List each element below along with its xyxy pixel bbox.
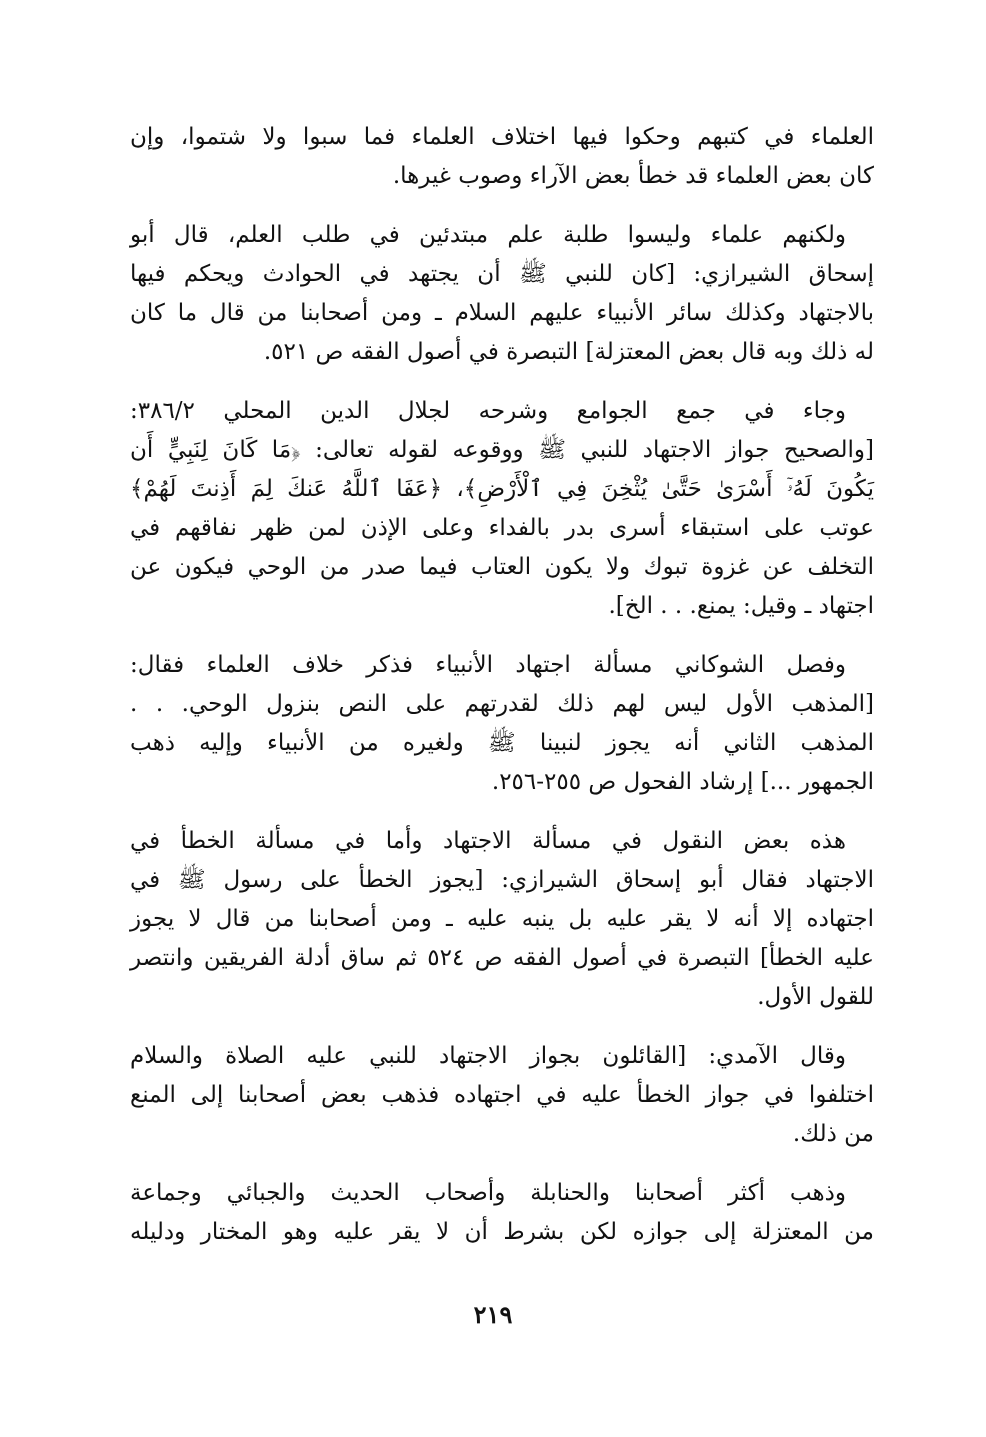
text-line: الاجتهاد فقال أبو إسحاق الشيرازي: [يجوز الخطأ على رسول ﷺ في: [130, 867, 874, 893]
text-line: عوتب على استبقاء أسرى بدر بالفداء وعلى الإذن لمن ظهر نفاقهم في: [130, 515, 874, 541]
paragraph: [130, 118, 874, 196]
text-line: وذهب أكثر أصحابنا والحنابلة وأصحاب الحديث والجبائي وجماعة: [130, 1180, 846, 1206]
text-line: وفصل الشوكاني مسألة اجتهاد الأنبياء فذكر خلاف العلماء فقال:: [130, 652, 846, 678]
text-line: التخلف عن غزوة تبوك ولا يكون العتاب فيما صدر من الوحي فيكون عن: [130, 554, 874, 580]
text-line: له ذلك وبه قال بعض المعتزلة] التبصرة في أصول الفقه ص ٥٢١.: [263, 339, 874, 365]
text-line: اختلفوا في جواز الخطأ عليه في اجتهاده فذهب بعض أصحابنا إلى المنع: [130, 1082, 874, 1108]
paragraph: [130, 216, 874, 372]
text-line: هذه بعض النقول في مسألة الاجتهاد وأما في مسألة الخطأ في: [130, 828, 846, 854]
paragraph: [130, 1174, 874, 1252]
text-line: العلماء في كتبهم وحكوا فيها اختلاف العلماء فما سبوا ولا شتموا، وإن: [130, 124, 874, 150]
page-number: ٢١٩: [473, 1300, 513, 1329]
paragraph: [130, 392, 874, 626]
text-line: [والصحيح جواز الاجتهاد للنبي ﷺ ووقوعه لقوله تعالى: ﴿مَا كَانَ لِنَبِيٍّ أَن: [130, 437, 874, 463]
text-line: للقول الأول.: [757, 984, 874, 1010]
text-line: بالاجتهاد وكذلك سائر الأنبياء عليهم السلام ـ ومن أصحابنا من قال ما كان: [130, 300, 874, 326]
paragraph: [130, 822, 874, 1017]
text-line: الجمهور ...] إرشاد الفحول ص ٢٥٥-٢٥٦.: [491, 769, 874, 795]
text-line: اجتهاده إلا أنه لا يقر عليه بل ينبه عليه ـ ومن أصحابنا من قال لا يجوز: [130, 906, 874, 932]
text-line: عليه الخطأ] التبصرة في أصول الفقه ص ٥٢٤ ثم ساق أدلة الفريقين وانتصر: [130, 945, 874, 971]
page-body: [130, 118, 874, 1272]
text-line: من المعتزلة إلى جوازه لكن بشرط أن لا يقر عليه وهو المختار ودليله: [130, 1219, 874, 1245]
quran-verse-line: يَكُونَ لَهُۥٓ أَسْرَىٰ حَتَّىٰ يُثْخِنَ فِي ٱلْأَرْضِ﴾، ﴿عَفَا ٱللَّهُ عَنكَ لِمَ أَذِنتَ لَهُمْ﴾: [130, 476, 874, 502]
text-line: إسحاق الشيرازي: [كان للنبي ﷺ أن يجتهد في الحوادث ويحكم فيها: [130, 261, 874, 287]
text-line: وقال الآمدي: [القائلون بجواز الاجتهاد للنبي عليه الصلاة والسلام: [130, 1043, 846, 1069]
paragraph: [130, 1037, 874, 1154]
text-line: ولكنهم علماء وليسوا طلبة علم مبتدئين في طلب العلم، قال أبو: [130, 222, 846, 248]
text-line: وجاء في جمع الجوامع وشرحه لجلال الدين المحلي ٣٨٦/٢:: [130, 398, 846, 424]
paragraph: [130, 646, 874, 802]
text-line: المذهب الثاني أنه يجوز لنبينا ﷺ ولغيره من الأنبياء وإليه ذهب: [130, 730, 874, 756]
text-line: كان بعض العلماء قد خطأ بعض الآراء وصوب غيرها.: [392, 163, 874, 189]
text-line: من ذلك.: [792, 1121, 874, 1147]
text-line: [المذهب الأول ليس لهم ذلك لقدرتهم على النص بنزول الوحي. . .: [130, 691, 874, 717]
text-line: اجتهاد ـ وقيل: يمنع. . . الخ].: [608, 593, 874, 619]
